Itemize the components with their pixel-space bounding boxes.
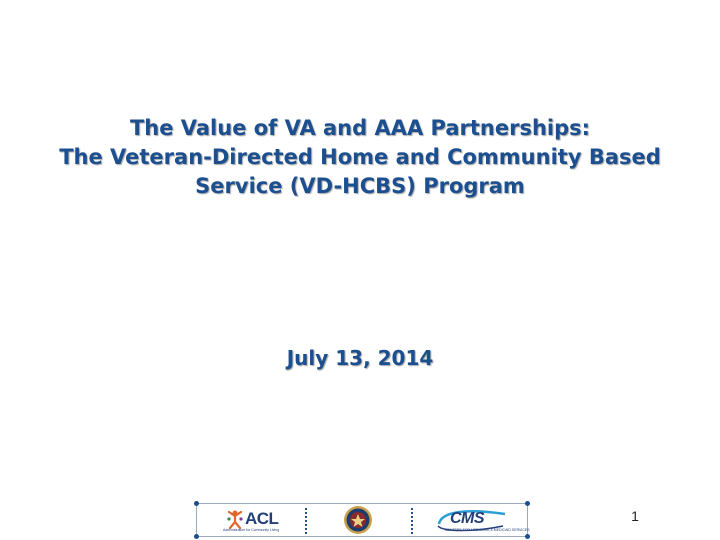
cms-wordmark: CMS	[450, 510, 485, 527]
corner-dot	[194, 501, 199, 506]
corner-dot	[525, 534, 530, 539]
acl-logo	[223, 508, 293, 534]
presentation-date: July 13, 2014	[286, 346, 434, 370]
corner-dot	[194, 534, 199, 539]
corner-dot	[525, 501, 530, 506]
acl-wordmark: ACL	[245, 509, 279, 528]
logo-divider	[411, 508, 415, 534]
title-line-2: The Veteran-Directed Home and Community Based	[59, 145, 661, 169]
acl-figure-icon	[225, 509, 245, 529]
slide-title	[0, 114, 720, 201]
cms-logo	[435, 508, 530, 534]
page-number: 1	[631, 508, 639, 524]
logo-divider	[305, 508, 309, 534]
va-seal-icon	[343, 505, 373, 535]
acl-tagline: Administration for Community Living	[223, 528, 280, 532]
cms-tagline: CENTERS FOR MEDICARE & MEDICAID SERVICES	[445, 528, 530, 532]
title-line-1: The Value of VA and AAA Partnerships:	[129, 116, 591, 140]
logo-bar	[196, 503, 528, 537]
title-line-3: Service (VD-HCBS) Program	[195, 174, 525, 198]
